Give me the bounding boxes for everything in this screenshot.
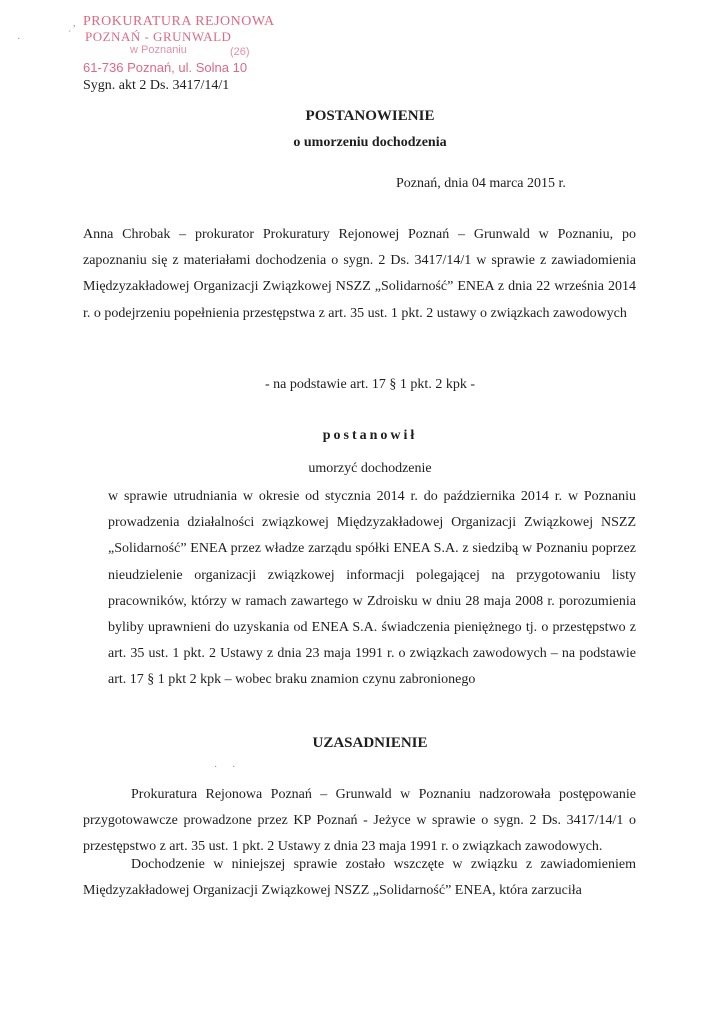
document-title: POSTANOWIENIE (305, 108, 435, 124)
document-subtitle: o umorzeniu dochodzenia (293, 135, 447, 150)
stamp-office-name: PROKURATURA REJONOWA (83, 14, 275, 29)
legal-basis: - na podstawie art. 17 § 1 pkt. 2 kpk - (265, 377, 475, 392)
margin-mark: , (73, 18, 76, 29)
decision-heading: postanowił (322, 428, 418, 443)
justification-heading: UZASADNIENIE (312, 735, 428, 751)
margin-mark: · (214, 762, 218, 773)
stamp-office-district: POZNAŃ - GRUNWALD (85, 29, 232, 44)
place-and-date: Poznań, dnia 04 marca 2015 r. (396, 176, 566, 191)
justification-paragraph-2: Dochodzenie w niniejszej sprawie zostało wszczęte w związku z zawiadomieniem Międzyzakładowej Organizacji Związkowej NSZZ „Solidarność” ENEA, która zarzuciła (83, 857, 636, 899)
decision-text: umorzyć dochodzenie (308, 461, 432, 476)
justification-paragraph-1: Prokuratura Rejonowa Poznań – Grunwald w Poznaniu nadzorowała postępowanie przygotowawcze prowadzone przez KP Poznań - Jeżyce w sprawie o sygn. 2 Ds. 3417/14/1 o przestępstwo z art. 35 ust. 1 pkt. 2 Ustawy z dnia 23 maja 1991 r. o związkach zawodowych. (83, 787, 636, 855)
intro-paragraph: Anna Chrobak – prokurator Prokuratury Rejonowej Poznań – Grunwald w Poznaniu, po zapoznaniu się z materiałami dochodzenia o sygn. 2 Ds. 3417/14/1 w sprawie z zawiadomienia Międzyzakładowej Organizacji Związkowej NSZZ „Solidarność” ENEA z dnia 22 września 2014 r. o podejrzeniu popełnienia przestępstwa z art. 35 ust. 1 pkt. 2 ustawy o związkach zawodowych (83, 227, 636, 321)
stamp-address: 61-736 Poznań, ul. Solna 10 (83, 60, 248, 75)
margin-mark: ´ (68, 30, 72, 41)
decision-scope: w sprawie utrudniania w okresie od stycznia 2014 r. do października 2014 r. w Poznaniu prowadzenia działalności związkowej Międzyzakładowej Organizacji Związkowej NSZZ „Solidarność” ENEA przez władze zarządu spółki ENEA S.A. z siedzibą w Poznaniu poprzez nieudzielenie organizacji związkowej informacji polegającej na przygotowaniu listy pracowników, którzy w ramach zawartego w Zdroisku w dniu 28 maja 2008 r. porozumienia byliby uprawnieni do uzyskania od ENEA S.A. świadczenia pieniężnego tj. o przestępstwo z art. 35 ust. 1 pkt. 2 Ustawy z dnia 23 maja 1991 r. o związkach zawodowych – na podstawie art. 17 § 1 pkt 2 kpk – wobec braku znamion czynu zabronionego (108, 489, 636, 688)
case-reference: Sygn. akt 2 Ds. 3417/14/1 (83, 78, 230, 93)
margin-mark: · (232, 762, 236, 773)
margin-mark: · (17, 34, 21, 45)
stamp-number: (26) (230, 46, 250, 58)
stamp-city: w Poznaniu (130, 44, 187, 56)
